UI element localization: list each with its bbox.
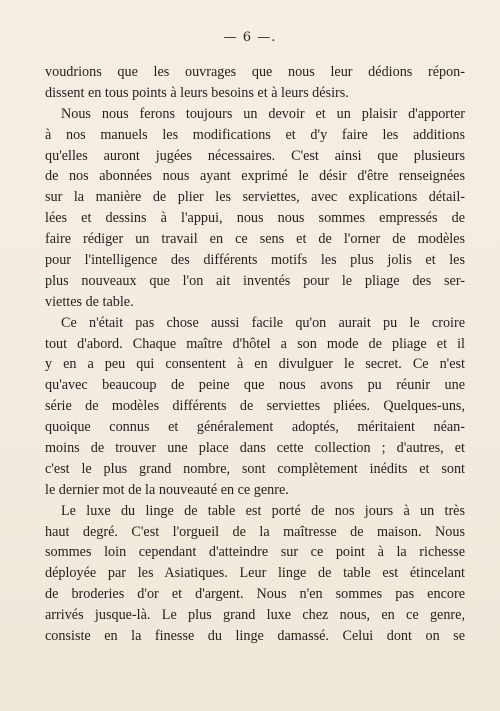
text-line: de broderies d'or et d'argent. Nous n'en sommes pas encore [45,586,465,603]
paragraph [45,501,465,647]
text-line: viettes de table. [45,293,134,310]
text-line: tout d'abord. Chaque maître d'hôtel a son mode de pliage et il [45,335,465,352]
body-text [45,62,465,647]
text-line: à nos manuels les modifications et d'y faire les additions [45,126,465,143]
paragraph [45,313,465,501]
text-line: moins de trouver une place dans cette collection ; d'autres, et [45,440,465,457]
text-line: c'est le plus grand nombre, sont complètement inédits et sont [45,460,465,477]
text-line: voudrions que les ouvrages que nous leur dédions répon- [45,64,465,80]
text-line: arrivés jusque-là. Le plus grand luxe chez nous, en ce genre, [45,607,465,624]
text-line: Le luxe du linge de table est porté de nos jours à un très [61,502,465,519]
text-line: sur la manière de plier les serviettes, avec explications détail- [45,189,465,206]
text-line: déployée par les Asiatiques. Leur linge de table est étincelant [45,565,465,582]
text-line: de nos abonnées nous ayant exprimé le désir d'être renseignées [45,168,465,185]
page-number: — 6 —. [223,30,277,45]
text-line: quoique connus et généralement adoptés, méritaient néan- [45,419,465,436]
text-line: plus nouveaux que l'on ait inventés pour le pliage des ser- [45,272,465,289]
paragraph [45,62,465,104]
text-line: dissent en tous points à leurs besoins et à leurs désirs. [45,84,349,101]
text-line: y en a peu qui consentent à en divulguer le secret. Ce n'est [45,356,465,373]
text-line: qu'elles auront jugées nécessaires. C'est ainsi que plusieurs [45,147,465,164]
text-line: pour l'intelligence des différents motifs les plus jolis et les [45,252,465,269]
text-line: Ce n'était pas chose aussi facile qu'on aurait pu le croire [61,314,465,331]
text-line: sommes loin cependant d'atteindre sur ce point à la richesse [45,544,465,561]
text-line: lées et dessins à l'appui, nous nous sommes empressés de [45,210,465,227]
text-line: haut degré. C'est l'orgueil de la maîtresse de maison. Nous [45,523,465,540]
text-line: Nous nous ferons toujours un devoir et un plaisir d'apporter [61,105,465,122]
paragraph [45,104,465,313]
text-line: faire rédiger un travail en ce sens et de l'orner de modèles [45,231,465,248]
text-line: qu'avec beaucoup de peine que nous avons pu réunir une [45,377,465,394]
text-line: série de modèles différents de serviettes pliées. Quelques-uns, [45,398,465,415]
text-line: consiste en la finesse du linge damassé. Celui dont on se [45,628,465,645]
text-line: le dernier mot de la nouveauté en ce genre. [45,481,289,498]
